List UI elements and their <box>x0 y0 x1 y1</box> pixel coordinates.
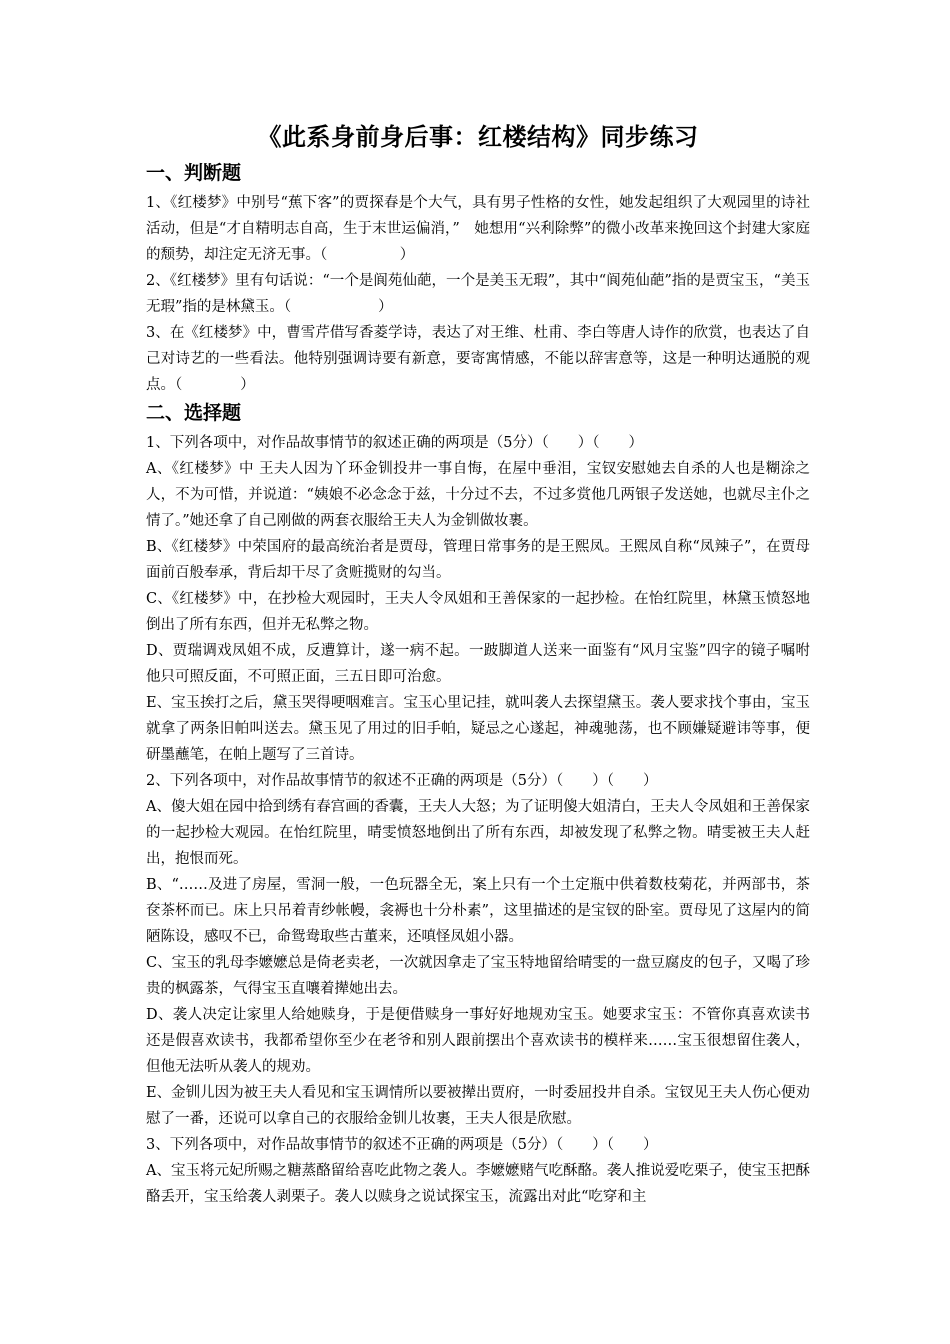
option-paragraph: A、傻大姐在园中拾到绣有春宫画的香囊，王夫人大怒；为了证明傻大姐清白，王夫人令凤姐和王善保家的一起抄检大观园。在怡红院里，晴雯愤怒地倒出了所有东西，却被发现了私弊之物。晴雯被王夫人赶出，抱恨而死。 <box>146 799 810 867</box>
question-stem: 1、下列各项中，对作品故事情节的叙述正确的两项是（5分）（ ）（ ） <box>146 435 643 451</box>
option-paragraph: D、袭人决定让家里人给她赎身，于是便借赎身一事好好地规劝宝玉。她要求宝玉：不管你真喜欢读书还是假喜欢读书，我都希望你至少在老爷和别人跟前摆出个喜欢读书的模样来……宝玉很想留住袭人，但他无法听从袭人的规劝。 <box>146 1007 810 1075</box>
question-paragraph: 1、《红楼梦》中别号“蕉下客”的贾探春是个大气，具有男子性格的女性，她发起组织了大观园里的诗社活动，但是“才自精明志自高，生于末世运偏消，” 她想用“兴利除弊”的微小改革来挽回这个封建大家庭的颓势，却注定无济无事。（ ） <box>146 195 810 263</box>
document-title: 《此系身前身后事：红楼结构》同步练习 <box>257 123 699 151</box>
question-stem: 3、下列各项中，对作品故事情节的叙述不正确的两项是（5分）（ ）（ ） <box>146 1137 658 1153</box>
option-paragraph: E、宝玉挨打之后，黛玉哭得哽咽难言。宝玉心里记挂，就叫袭人去探望黛玉。袭人要求找个事由，宝玉就拿了两条旧帕叫送去。黛玉见了用过的旧手帕，疑忌之心遂起，神魂驰荡，也不顾嫌疑避讳等事，便研墨蘸笔，在帕上题写了三首诗。 <box>146 695 810 763</box>
option-paragraph: C、宝玉的乳母李嬷嬷总是倚老卖老，一次就因拿走了宝玉特地留给晴雯的一盘豆腐皮的包子，又喝了珍贵的枫露茶，气得宝玉直嚷着撵她出去。 <box>146 955 810 997</box>
question-paragraph: 2、《红楼梦》里有句话说：“一个是阆苑仙葩，一个是美玉无瑕”，其中“阆苑仙葩”指的是贾宝玉，“美玉无瑕”指的是林黛玉。（ ） <box>146 273 810 315</box>
section-heading: 一、判断题 <box>146 162 242 184</box>
option-paragraph: A、宝玉将元妃所赐之糖蒸酪留给喜吃此物之袭人。李嬷嬷赌气吃酥酪。袭人推说爱吃栗子，使宝玉把酥酪丢开，宝玉给袭人剥栗子。袭人以赎身之说试探宝玉，流露出对此“吃穿和主 <box>146 1163 810 1205</box>
option-paragraph: E、金钏儿因为被王夫人看见和宝玉调情所以要被撵出贾府，一时委屈投井自杀。宝钗见王夫人伤心便劝慰了一番，还说可以拿自己的衣服给金钏儿妆裹，王夫人很是欣慰。 <box>146 1085 810 1127</box>
section-multiple-choice <box>146 398 810 1210</box>
question-paragraph: 3、在《红楼梦》中，曹雪芹借写香菱学诗，表达了对王维、杜甫、李白等唐人诗作的欣赏，也表达了自己对诗艺的一些看法。他特别强调诗要有新意，要寄寓情感，不能以辞害意等，这是一种明达通脱的观点。（ ） <box>146 325 810 393</box>
option-paragraph: B、“……及进了房屋，雪洞一般，一色玩器全无，案上只有一个土定瓶中供着数枝菊花，并两部书，茶奁茶杯而已。床上只吊着青纱帐幔，衾褥也十分朴素”，这里描述的是宝钗的卧室。贾母见了这屋内的简陋陈设，感叹不已，命鸳鸯取些古董来，还嗔怪凤姐小器。 <box>146 877 810 945</box>
document-page <box>146 118 810 1210</box>
option-paragraph: D、贾瑞调戏凤姐不成，反遭算计，遂一病不起。一跛脚道人送来一面鉴有“风月宝鉴”四字的镜子嘱咐他只可照反面，不可照正面，三五日即可治愈。 <box>146 643 810 685</box>
section-heading: 二、选择题 <box>146 402 242 424</box>
option-paragraph: B、《红楼梦》中荣国府的最高统治者是贾母，管理日常事务的是王熙凤。王熙凤自称“凤辣子”，在贾母面前百般奉承，背后却干尽了贪赃揽财的勾当。 <box>146 539 810 581</box>
option-paragraph: C、《红楼梦》中，在抄检大观园时，王夫人令凤姐和王善保家的一起抄检。在怡红院里，林黛玉愤怒地倒出了所有东西，但并无私弊之物。 <box>146 591 810 633</box>
option-paragraph: A、《红楼梦》中 王夫人因为丫环金钏投井一事自悔，在屋中垂泪，宝钗安慰她去自杀的人也是糊涂之人，不为可惜，并说道：“姨娘不必念念于兹，十分过不去，不过多赏他几两银子发送她，也就尽主仆之情了。”她还拿了自己刚做的两套衣服给王夫人为金钏做妆裹。 <box>146 461 810 529</box>
question-stem: 2、下列各项中，对作品故事情节的叙述不正确的两项是（5分）（ ）（ ） <box>146 773 658 789</box>
section-true-false <box>146 158 810 398</box>
